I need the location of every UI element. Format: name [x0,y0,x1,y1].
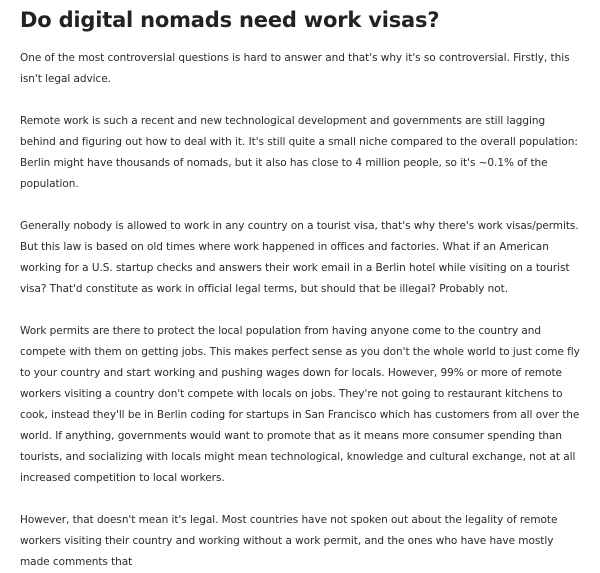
article-paragraph-5: However, that doesn't mean it's legal. Most countries have not spoken out about the legality of remote workers visiting their country and working without a work permit, and the ones who have have mostly made comments that [20,514,558,568]
article-paragraph-2: Remote work is such a recent and new technological development and governments are still lagging behind and figuring out how to deal with it. It's still quite a small niche compared to the overall population: Berlin might have thousands of nomads, but it also has close to 4 million people, so it's ~0.1% of the population. [20,115,578,190]
article-paragraph-4: Work permits are there to protect the local population from having anyone come to the country and compete with them on getting jobs. This makes perfect sense as you don't the whole world to just come fly to your country and start working and pushing wages down for locals. However, 99% or more of remote workers visiting a country don't compete with locals on jobs. They're not going to restaurant kitchens to cook, instead they'll be in Berlin coding for startups in San Francisco which has customers from all over the world. If anything, governments would want to promote that as it means more consumer spending than tourists, and socializing with locals might mean technological, knowledge and cultural exchange, not at all increased competition to local workers. [20,325,580,484]
article-paragraph-1: One of the most controversial questions is hard to answer and that's why it's so controversial. Firstly, this isn't legal advice. [20,52,570,85]
article-title: Do digital nomads need work visas? [20,8,440,32]
article-paragraph-3: Generally nobody is allowed to work in any country on a tourist visa, that's why there's work visas/permits. But this law is based on old times where work happened in offices and factories. What if an American working for a U.S. startup checks and answers their work email in a Berlin hotel while visiting on a tourist visa? That'd constitute as work in official legal terms, but should that be illegal? Probably not. [20,220,579,295]
